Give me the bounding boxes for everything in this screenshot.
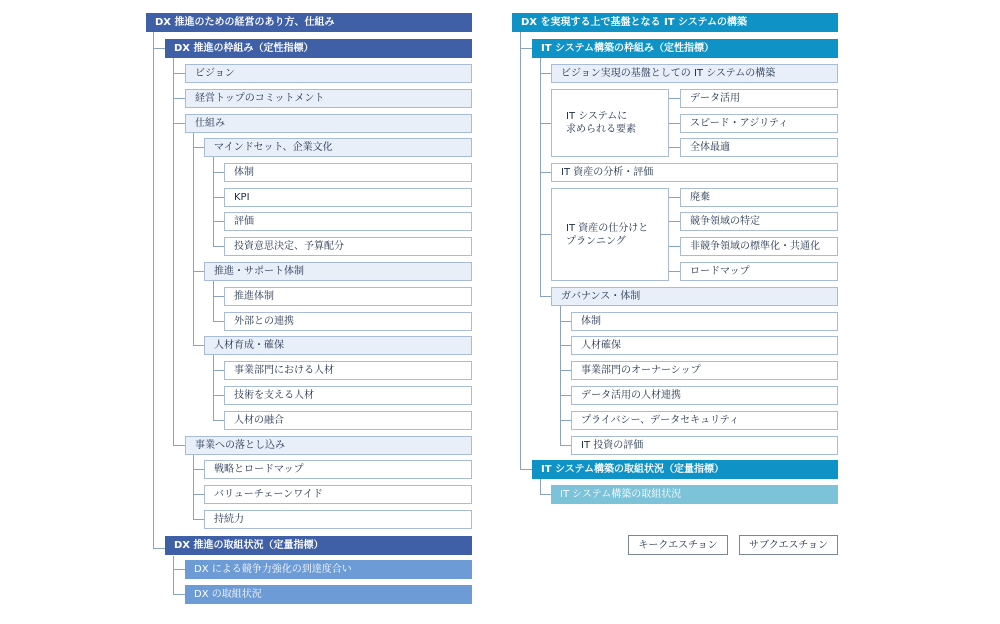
connector-line xyxy=(173,98,185,99)
connector-line xyxy=(173,123,185,124)
connector-line xyxy=(213,370,224,371)
asset-planning-item: IT 資産の仕分けと プランニング xyxy=(551,188,669,281)
connector-line xyxy=(560,445,571,446)
connector-line xyxy=(173,556,174,595)
commitment-item: 経営トップのコミットメント xyxy=(185,89,472,108)
left-title: DX 推進のための経営のあり方、仕組み xyxy=(146,13,472,32)
connector-line xyxy=(173,73,185,74)
left-quantitative-header: DX 推進の取組状況（定量指標） xyxy=(165,536,472,555)
list-item: IT 投資の評価 xyxy=(571,436,838,455)
connector-line xyxy=(560,321,571,322)
connector-line xyxy=(540,56,541,297)
asset-analysis-item: IT 資産の分析・評価 xyxy=(551,163,838,182)
list-item: DX による競争力強化の到達度合い xyxy=(185,560,472,579)
connector-line xyxy=(193,345,204,346)
connector-line xyxy=(560,420,571,421)
connector-line xyxy=(560,345,571,346)
connector-line xyxy=(520,48,532,49)
connector-line xyxy=(173,445,185,446)
list-item: IT システム構築の取組状況 xyxy=(551,485,838,504)
list-item: 体制 xyxy=(571,312,838,331)
connector-line xyxy=(193,147,204,148)
list-item: スピード・アジリティ xyxy=(680,114,838,133)
list-item: 推進体制 xyxy=(224,287,472,306)
list-item: データ活用 xyxy=(680,89,838,108)
right-quantitative-header: IT システム構築の取組状況（定量指標） xyxy=(532,460,838,479)
list-item: DX の取組状況 xyxy=(185,585,472,604)
list-item: 非競争領域の標準化・共通化 xyxy=(680,237,838,256)
connector-line xyxy=(520,469,532,470)
connector-line xyxy=(193,494,204,495)
connector-line xyxy=(540,234,551,235)
connector-line xyxy=(560,395,571,396)
list-item: 競争領域の特定 xyxy=(680,212,838,231)
list-item: 体制 xyxy=(224,163,472,182)
vision-item: ビジョン xyxy=(185,64,472,83)
right-title: DX を実現する上で基盤となる IT システムの構築 xyxy=(512,13,838,32)
connector-line xyxy=(540,172,551,173)
list-item: KPI xyxy=(224,188,472,207)
list-item: 技術を支える人材 xyxy=(224,386,472,405)
mindset-item: マインドセット、企業文化 xyxy=(204,138,472,157)
connector-line xyxy=(669,197,680,198)
requirements-item: IT システムに 求められる要素 xyxy=(551,89,669,157)
legend-sub-question: サブクエスチョン xyxy=(739,535,838,555)
connector-line xyxy=(193,469,204,470)
connector-line xyxy=(193,519,204,520)
support-item: 推進・サポート体制 xyxy=(204,262,472,281)
list-item: 外部との連携 xyxy=(224,312,472,331)
connector-line xyxy=(193,271,204,272)
connector-line xyxy=(213,296,224,297)
list-item: 持続力 xyxy=(204,510,472,529)
connector-line xyxy=(193,453,194,520)
business-item: 事業への落とし込み xyxy=(185,436,472,455)
connector-line xyxy=(173,594,185,595)
legend-key-question: キークエスチョン xyxy=(628,535,728,555)
connector-line xyxy=(213,221,224,222)
connector-line xyxy=(540,494,551,495)
connector-line xyxy=(173,56,174,446)
right-qualitative-header: IT システム構築の枠組み（定性指標） xyxy=(532,39,838,58)
connector-line xyxy=(540,296,551,297)
list-item: 廃棄 xyxy=(680,188,838,207)
list-item: バリューチェーンワイド xyxy=(204,485,472,504)
connector-line xyxy=(520,31,521,470)
connector-line xyxy=(213,321,224,322)
connector-line xyxy=(213,280,214,322)
governance-item: ガバナンス・体制 xyxy=(551,287,838,306)
list-item: 評価 xyxy=(224,212,472,231)
connector-line xyxy=(213,395,224,396)
talent-item: 人材育成・確保 xyxy=(204,336,472,355)
connector-line xyxy=(213,420,224,421)
list-item: 人材の融合 xyxy=(224,411,472,430)
connector-line xyxy=(669,221,680,222)
list-item: 人材確保 xyxy=(571,336,838,355)
vision-basis-item: ビジョン実現の基盤としての IT システムの構築 xyxy=(551,64,838,83)
connector-line xyxy=(193,131,194,346)
connector-line xyxy=(669,123,680,124)
list-item: 投資意思決定、予算配分 xyxy=(224,237,472,256)
connector-line xyxy=(213,246,224,247)
connector-line xyxy=(153,31,154,549)
connector-line xyxy=(560,370,571,371)
connector-line xyxy=(540,123,551,124)
connector-line xyxy=(213,156,214,247)
list-item: データ活用の人材連携 xyxy=(571,386,838,405)
list-item: プライバシー、データセキュリティ xyxy=(571,411,838,430)
connector-line xyxy=(153,48,165,49)
list-item: 事業部門における人材 xyxy=(224,361,472,380)
mechanism-item: 仕組み xyxy=(185,114,472,133)
connector-line xyxy=(560,305,561,446)
connector-line xyxy=(213,172,224,173)
list-item: 戦略とロードマップ xyxy=(204,460,472,479)
list-item: 全体最適 xyxy=(680,138,838,157)
connector-line xyxy=(669,147,680,148)
list-item: 事業部門のオーナーシップ xyxy=(571,361,838,380)
connector-line xyxy=(669,271,680,272)
connector-line xyxy=(213,354,214,421)
left-qualitative-header: DX 推進の枠組み（定性指標） xyxy=(165,39,472,58)
list-item: ロードマップ xyxy=(680,262,838,281)
connector-line xyxy=(540,478,541,495)
connector-line xyxy=(173,569,185,570)
connector-line xyxy=(213,197,224,198)
connector-line xyxy=(669,246,680,247)
connector-line xyxy=(669,98,680,99)
connector-line xyxy=(153,548,165,549)
connector-line xyxy=(540,73,551,74)
